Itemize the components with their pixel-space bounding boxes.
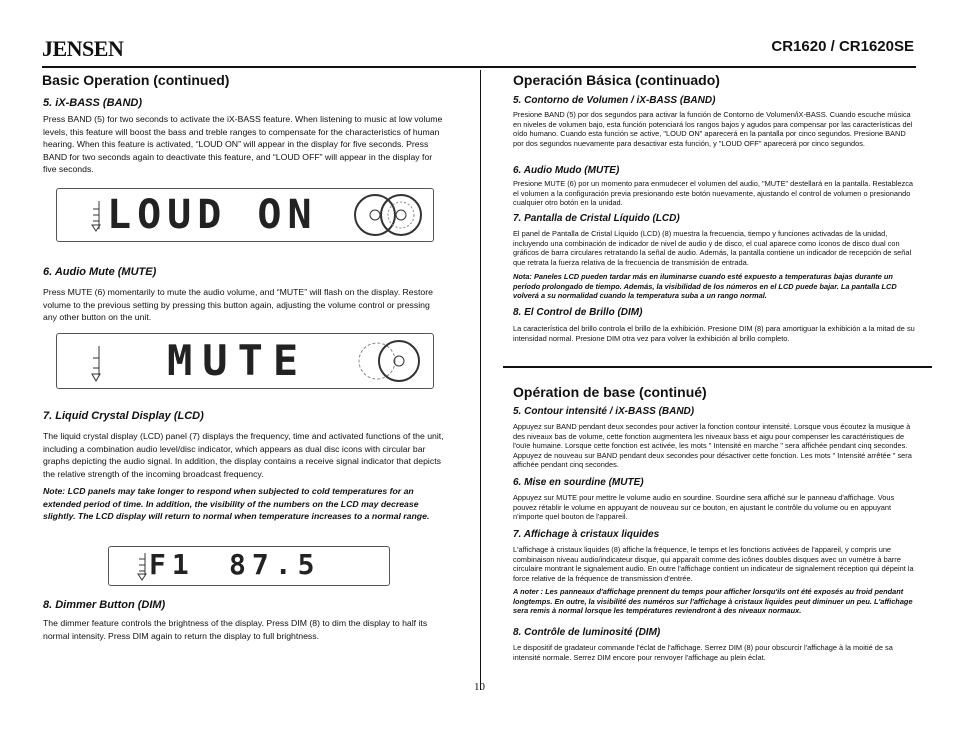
model-number: CR1620 / CR1620SE bbox=[771, 38, 914, 55]
fr-s7-note: A noter : Les panneaux d'affichage prennent du temps pour afficher lorsqu'ils ont été exposés au froid pendant longtemps. En outre, la visibilité des numéros sur l'affichage à cristaux liquides peut diminuer un peu. L'affichage sera remis à normal lorsque les températures reviendront à des niveaux normaux. bbox=[513, 587, 913, 616]
es-s7-text: El panel de Pantalla de Cristal Líquido (LCD) (8) muestra la frecuencia, tiempo y funciones activadas de la unidad, incluyendo una combinación de indicador de nivel de audio y de disco, el cual aparece como íconos de disco dual con gráficos de barra circulares retratando la señal de audio. Además, la pantalla contiene un indicador de recepción de señal que retrata la fuerza relativa de la frecuencia de transmisión de entrada. bbox=[513, 229, 912, 267]
page-number: 10 bbox=[474, 681, 485, 693]
lcd-loud-on bbox=[56, 188, 434, 242]
en-s7-title: 7. Liquid Crystal Display (LCD) bbox=[43, 410, 204, 422]
fr-s8-text: Le dispositif de gradateur commande l'éclat de l'affichage. Serrez DIM (8) pour obscurcir l'affichage à la moitié de sa intensité normale. Serrez DIM encore pour renvoyer l'affichage au plein éclat. bbox=[513, 643, 893, 662]
fr-s6-text: Appuyez sur MUTE pour mettre le volume audio en sourdine. Sourdine sera affiché sur le panneau d'affichage. Vous pouvez rétablir le volume en appuyant de nouveau sur ce bouton, en ajustant le contrôle du volume ou en appuyant n'importe quel bouton de l'appareil. bbox=[513, 493, 895, 522]
jensen-logo: JENSEN bbox=[42, 36, 124, 61]
lcd-mute bbox=[56, 333, 434, 389]
lcd-text: MUTE bbox=[167, 336, 309, 385]
dual-disc-icon bbox=[347, 338, 427, 384]
section-rule bbox=[503, 366, 932, 368]
lcd-band: F1 bbox=[149, 548, 195, 581]
lcd-text: LOUD ON bbox=[107, 192, 318, 238]
column-divider bbox=[480, 70, 481, 690]
es-title: Operación Básica (continuado) bbox=[513, 72, 720, 88]
es-s7-note: Nota: Paneles LCD pueden tardar más en iluminarse cuando esté expuesto a temperaturas bajas durante un período prolongado de tiempo. Además, la visibilidad de los números en el LCD puede bajar. La pantalla LCD volverá a su normalidad cuando la temperatura suba a un rango normal. bbox=[513, 272, 897, 301]
header-rule bbox=[42, 66, 916, 68]
signal-bars-icon bbox=[89, 344, 107, 384]
signal-bars-icon bbox=[89, 199, 107, 233]
fr-s7-title: 7. Affichage à cristaux liquides bbox=[513, 529, 660, 540]
en-s8-title: 8. Dimmer Button (DIM) bbox=[43, 599, 166, 611]
fr-s6-title: 6. Mise en sourdine (MUTE) bbox=[513, 477, 644, 488]
es-s6-title: 6. Audio Mudo (MUTE) bbox=[513, 165, 620, 176]
fr-s8-title: 8. Contrôle de luminosité (DIM) bbox=[513, 627, 661, 638]
es-s5-title: 5. Contorno de Volumen / iX-BASS (BAND) bbox=[513, 95, 716, 106]
fr-s7-text: L'affichage à cristaux liquides (8) affiche la fréquence, le temps et les fonctions activées de l'appareil, y compris une combinaison niveau audio/indicateur disque, qui apparaît comme des icônes doubles disques avec un vumètre à barre circulaire montrant le signalement audio. En outre l'affichage contient un indicateur de signalement réception qui dépeint la force relative de la fréquence de transmission d'entrée. bbox=[513, 545, 914, 583]
en-s5-title: 5. iX-BASS (BAND) bbox=[43, 97, 143, 109]
lcd-frequency-value: 87.5 bbox=[229, 548, 321, 581]
es-s8-text: La característica del brillo controla el brillo de la exhibición. Presione DIM (8) para amortiguar la exhibición a la mitad de su intensidad normal. Presione DIM otra vez para volver la exhibición al brillo completo. bbox=[513, 324, 915, 343]
en-s7-text: The liquid crystal display (LCD) panel (7) displays the frequency, time and activated functions of the unit, including a combination audio level/disc indicator, which appears as dual disc icons with circular bar graphs depicting the audio signal. In addition, the display contains a receive signal indicator that depicts the relative strength of the incoming broadcast frequency. bbox=[43, 431, 444, 479]
es-s7-title: 7. Pantalla de Cristal Líquido (LCD) bbox=[513, 213, 680, 224]
fr-title: Opération de base (continué) bbox=[513, 384, 707, 400]
en-s6-title: 6. Audio Mute (MUTE) bbox=[43, 266, 157, 278]
en-s7-note: Note: LCD panels may take longer to respond when subjected to cold temperatures for an extended period of time. In addition, the visibility of the numbers on the LCD may decrease slightly. The LCD display will return to normal when temperature increases to a normal range. bbox=[43, 486, 430, 521]
en-s8-text: The dimmer feature controls the brightness of the display. Press DIM (8) to dim the display to half its normal intensity. Press DIM again to return the display to full brightness. bbox=[43, 618, 428, 641]
en-s6-text: Press MUTE (6) momentarily to mute the audio volume, and “MUTE” will flash on the display. Restore volume to the previous setting by pressing this button again, adjusting the volume control or pressing any other button on the unit. bbox=[43, 287, 433, 322]
es-s6-text: Presione MUTE (6) por un momento para enmudecer el volumen del audio, "MUTE" destellará en la pantalla. Restablezca el volumen a la configuración previa presionando este botón nuevamente, ajustando el control de volumen o presionando cualquier otro botón en la unidad. bbox=[513, 179, 914, 208]
lcd-frequency bbox=[108, 546, 390, 586]
es-s8-title: 8. El Control de Brillo (DIM) bbox=[513, 307, 643, 318]
es-s5-text: Presione BAND (5) por dos segundos para activar la función de Contorno de Volumen/iX-BASS. Cuando escuche música en niveles de volumen bajo, esta función potenciará los rangos bajos y agudos para compensar por las características del oído humano. Cuando esta función se active, "LOUD ON" aparecerá en la pantalla por cinco segundos. Presione BAND por dos segundos nuevamente para desactivar esta función, y "LOUD OFF" aparecerá por cinco segundos. bbox=[513, 110, 913, 148]
fr-s5-text: Appuyez sur BAND pendant deux secondes pour activer la fonction contour intensité. Lorsque vous écoutez la musique à des niveaux bas de volume, cette fonction augmentera les niveaux bass et aigu pour compenser les caractéristiques de l'ouïe humaine. Lorsque cette fonction est activée, les mots " Intensité en marche " sera affichée pendant cinq secondes. Appuyez de nouveau sur BAND pendant deux secondes pour désactiver cette fonction. Les mots " Intensité arrêtée " sera affichée pendant cinq secondes. bbox=[513, 422, 912, 470]
en-s5-text: Press BAND (5) for two seconds to activate the iX-BASS feature. When listening to music at low volume levels, this feature will boost the bass and treble ranges to compensate for the characteristics of human hearing. When this feature is activated, “LOUD ON” will appear in the display for five seconds. Press BAND for two seconds again to deactivate this feature, and “LOUD OFF” will appear in the display for five seconds. bbox=[43, 114, 443, 174]
dual-disc-icon bbox=[349, 192, 429, 238]
en-title: Basic Operation (continued) bbox=[42, 72, 230, 88]
fr-s5-title: 5. Contour intensité / iX-BASS (BAND) bbox=[513, 406, 695, 417]
